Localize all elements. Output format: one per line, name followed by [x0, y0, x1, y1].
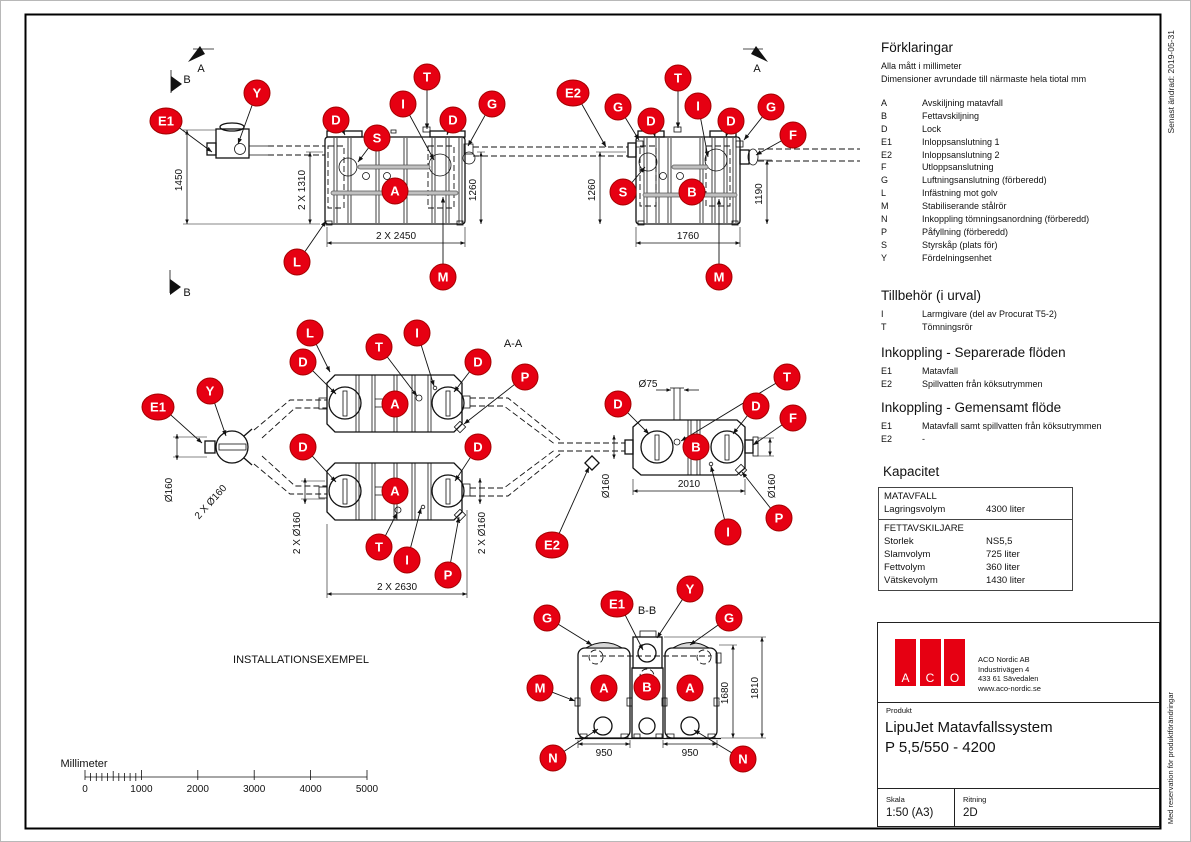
svg-text:P: P [774, 510, 784, 526]
balloon-I [394, 508, 421, 573]
svg-text:G: G [612, 99, 624, 115]
connection-common-items [881, 420, 1161, 446]
drawing-type-label: Ritning [963, 795, 987, 804]
svg-text:T: T [423, 69, 431, 85]
list-item: B Fettavskiljning [881, 110, 980, 121]
connection-common-panel [881, 400, 1161, 446]
svg-text:L: L [306, 325, 314, 341]
company-city: 433 61 Sävedalen [978, 674, 1039, 684]
balloon-B [679, 179, 705, 205]
svg-text:E1: E1 [609, 596, 625, 612]
company-street: Industrivägen 4 [978, 664, 1030, 674]
balloon-I [685, 93, 711, 157]
list-item: F Utloppsanslutning [881, 162, 994, 173]
list-item: D Lock [881, 123, 942, 134]
dimension-text: 1760 [676, 231, 700, 242]
list-item: E1 Inloppsanslutning 1 [881, 136, 1000, 147]
svg-text:E2: E2 [565, 85, 581, 101]
balloon-Y [657, 576, 703, 638]
svg-text:E1: E1 [158, 113, 174, 129]
svg-text:M: M [437, 269, 449, 285]
drawing-type-cell [954, 789, 1159, 826]
scale-value: 1:50 (A3) [886, 807, 934, 819]
balloon-G [468, 91, 505, 146]
balloon-D [290, 349, 336, 394]
list-item: E2 - [881, 433, 925, 444]
connection-separate-items [881, 365, 1161, 391]
balloon-D [290, 434, 336, 482]
list-item: G Luftningsanslutning (förberedd) [881, 175, 1047, 186]
list-item: M Stabiliserande stålrör [881, 201, 1007, 212]
legend-panel [881, 40, 1161, 265]
balloon-N [540, 729, 598, 771]
balloon-S [358, 125, 390, 162]
svg-text:B: B [642, 679, 652, 695]
drawing-type-value: 2D [963, 807, 978, 819]
balloon-I [404, 320, 434, 386]
scale-tick-label: 4000 [299, 784, 322, 795]
svg-text:M: M [713, 269, 725, 285]
dimension-text: Ø75 [638, 379, 658, 390]
svg-text:D: D [646, 113, 656, 129]
product-name-line1: LipuJet Matavfallssystem [885, 719, 1053, 736]
svg-text:S: S [372, 130, 382, 146]
svg-text:D: D [331, 112, 341, 128]
balloon-M [430, 197, 456, 290]
title-block [877, 622, 1160, 827]
company-website: www.aco-nordic.se [978, 683, 1041, 693]
product-name-line2: P 5,5/550 - 4200 [885, 739, 996, 756]
scale-tick-label: 2000 [186, 784, 209, 795]
scale-tick-label: 1000 [130, 784, 153, 795]
svg-text:E1: E1 [150, 399, 166, 415]
list-item: I Larmgivare (del av Procurat T5-2) [881, 309, 1057, 319]
svg-text:Y: Y [252, 85, 262, 101]
drawing-label: INSTALLATIONSEXEMPEL [233, 654, 369, 666]
capacity-section: MATAVFALL Lagringsvolym 4300 liter [884, 491, 1026, 515]
list-item: A Avskiljning matavfall [881, 98, 1003, 108]
scale-bar-numbers [82, 784, 378, 795]
svg-text:M: M [534, 680, 546, 696]
dimension-text: 1810 [750, 676, 761, 700]
svg-text:P: P [443, 567, 453, 583]
svg-text:G: G [486, 96, 498, 112]
balloon-D [733, 393, 769, 434]
scale-tick-label: 0 [82, 784, 88, 795]
balloon-M [706, 199, 732, 290]
balloon-D [455, 434, 491, 481]
svg-text:E2: E2 [544, 537, 560, 553]
drawing-label: A [197, 63, 205, 75]
balloon-E1 [142, 394, 202, 443]
dimension-text: 2010 [677, 479, 701, 490]
svg-text:D: D [298, 354, 308, 370]
dimension-text: 2 X Ø160 [192, 482, 230, 522]
balloon-G [744, 94, 784, 140]
dimension-text: 2 X Ø160 [292, 511, 303, 555]
balloon-P [435, 517, 461, 588]
scale-tick-label: 3000 [243, 784, 266, 795]
balloon-D [454, 349, 491, 392]
balloon-Y [238, 80, 270, 144]
scale-bar [85, 770, 367, 781]
drawing-label: B [183, 287, 191, 299]
dimension-texts [164, 168, 778, 759]
list-item: Y Fördelningsenhet [881, 252, 992, 263]
balloon-E2 [557, 80, 606, 147]
list-item: E1 Matavfall samt spillvatten från köksutrymmen [881, 421, 1102, 431]
capacity-section: FETTAVSKILJARE Storlek NS5,5 Slamvolym 725 liter Fettvolym 360 liter Vätskevolym 1430 liter [879, 519, 1072, 590]
dimension-text: 1680 [720, 681, 731, 705]
scale-label: Skala [886, 795, 905, 804]
balloon-F [756, 122, 806, 155]
drawing-label: A-A [503, 338, 523, 350]
balloon-B [683, 434, 709, 460]
svg-text:A: A [685, 680, 695, 696]
svg-text:I: I [415, 325, 419, 341]
list-item: N Inkoppling tömningsanordning (förberedd) [881, 214, 1090, 225]
svg-text:D: D [613, 396, 623, 412]
accessories-panel [881, 288, 1161, 334]
balloon-A [382, 391, 408, 417]
list-item: E1 Matavfall [881, 366, 959, 376]
svg-text:B: B [691, 439, 701, 455]
balloon-I [711, 466, 741, 545]
balloon-E1 [601, 591, 643, 650]
svg-text:I: I [726, 524, 730, 540]
balloon-G [605, 94, 639, 140]
elevation-view-matavfall [207, 123, 628, 225]
capacity-title: Kapacitet [883, 464, 940, 479]
svg-text:D: D [726, 113, 736, 129]
balloon-N [694, 730, 756, 772]
dimension-text: 1260 [468, 178, 479, 202]
logo-letter: A [901, 671, 910, 685]
scale-cell [878, 789, 954, 826]
svg-text:D: D [751, 398, 761, 414]
svg-text:S: S [618, 184, 628, 200]
balloon-A [591, 675, 617, 701]
svg-text:G: G [541, 610, 553, 626]
drawing-label: Millimeter [60, 758, 108, 770]
dimension-text: Ø160 [164, 477, 175, 503]
logo-letter: C [925, 671, 935, 685]
balloon-G [690, 605, 742, 645]
dimension-text: 1190 [754, 183, 765, 205]
logo-letter: O [949, 671, 960, 685]
svg-text:D: D [448, 112, 458, 128]
drawing-label: B-B [637, 605, 657, 617]
capacity-table [878, 487, 1073, 591]
svg-text:T: T [674, 70, 682, 86]
aco-logo-bar-2 [920, 639, 941, 686]
connection-common-title: Inkoppling - Gemensamt flöde [881, 400, 1062, 415]
svg-text:I: I [696, 98, 700, 114]
balloon-T [414, 64, 440, 129]
svg-text:A: A [390, 396, 400, 412]
svg-text:I: I [405, 552, 409, 568]
product-name [885, 718, 1159, 758]
svg-text:Y: Y [685, 581, 695, 597]
svg-text:N: N [738, 751, 748, 767]
svg-text:D: D [473, 439, 483, 455]
balloon-T [681, 364, 800, 441]
balloon-A [382, 478, 408, 504]
svg-text:B: B [687, 184, 697, 200]
reservation-note: Med reservation för produktförändringar [1166, 692, 1175, 825]
capacity-panel [883, 464, 1163, 484]
legend-subtitle-2: Dimensioner avrundade till närmaste hela tiotal mm [881, 74, 1087, 84]
svg-text:F: F [789, 127, 797, 143]
title-block-header [878, 623, 1159, 702]
balloon-D [638, 108, 664, 137]
accessories-items [881, 308, 1161, 334]
balloon-M [527, 675, 575, 701]
dimension-text: 2 X Ø160 [477, 511, 488, 555]
capacity-table-body [879, 488, 1072, 590]
balloon-A [677, 675, 703, 701]
scale-tick-label: 5000 [355, 784, 379, 795]
balloon-G [534, 605, 592, 645]
dimension-text: 2 X 2450 [375, 231, 417, 242]
svg-text:A: A [599, 680, 609, 696]
balloon-B [634, 674, 660, 700]
legend-title: Förklaringar [881, 40, 954, 55]
last-modified-note: Senast ändrad: 2019-05-31 [1166, 30, 1176, 134]
aco-logo-bar-1 [895, 639, 916, 686]
svg-text:A: A [390, 483, 400, 499]
list-item: E2 Inloppsanslutning 2 [881, 149, 1000, 160]
svg-text:F: F [789, 410, 797, 426]
svg-text:T: T [375, 539, 383, 555]
svg-text:G: G [765, 99, 777, 115]
balloon-L [284, 221, 326, 275]
connection-separate-panel [881, 345, 1161, 391]
list-item: T Tömningsrör [881, 321, 973, 332]
svg-text:I: I [401, 96, 405, 112]
company-name: ACO Nordic AB [978, 655, 1030, 664]
list-item: P Påfyllning (förberedd) [881, 226, 1009, 237]
dimension-text: 950 [681, 748, 699, 759]
dimension-text: Ø160 [601, 473, 612, 499]
dimension-text: 1450 [174, 168, 185, 192]
svg-text:N: N [548, 750, 558, 766]
svg-text:G: G [723, 610, 735, 626]
dimension-text: Ø160 [767, 473, 778, 499]
svg-text:L: L [293, 254, 301, 270]
list-item: E2 Spillvatten från köksutrymmen [881, 378, 1043, 389]
balloon-A [382, 178, 408, 204]
svg-text:A: A [390, 183, 400, 199]
connection-separate-title: Inkoppling - Separerade flöden [881, 345, 1066, 360]
svg-text:D: D [298, 439, 308, 455]
company-address [978, 655, 1041, 693]
drawing-label: B [183, 74, 191, 86]
aco-logo-bar-3 [944, 639, 965, 686]
balloon-D [605, 391, 649, 434]
legend-items [881, 97, 1161, 265]
balloon-D [718, 108, 744, 137]
dimension-text: 1260 [587, 178, 598, 202]
elevation-view-fettavskiljare [628, 127, 860, 225]
balloon-E2 [536, 467, 589, 558]
product-label: Produkt [886, 706, 912, 715]
product-section [878, 702, 1159, 789]
balloon-Y [197, 378, 226, 436]
scale-drawing-section [878, 788, 1159, 826]
dimension-text: 2 X 2630 [376, 582, 418, 593]
svg-text:T: T [375, 339, 383, 355]
svg-text:T: T [783, 369, 791, 385]
accessories-title: Tillbehör (i urval) [881, 288, 982, 303]
dimension-text: 950 [595, 748, 613, 759]
list-item: L Infästning mot golv [881, 188, 998, 199]
svg-text:D: D [473, 354, 483, 370]
dimension-text: 2 X 1310 [297, 169, 308, 211]
svg-text:Y: Y [205, 383, 215, 399]
svg-text:P: P [520, 369, 530, 385]
list-item: S Styrskåp (plats för) [881, 239, 998, 250]
balloon-T [665, 65, 691, 128]
legend-subtitle-1: Alla mått i millimeter [881, 61, 962, 71]
drawing-label: A [753, 63, 761, 75]
